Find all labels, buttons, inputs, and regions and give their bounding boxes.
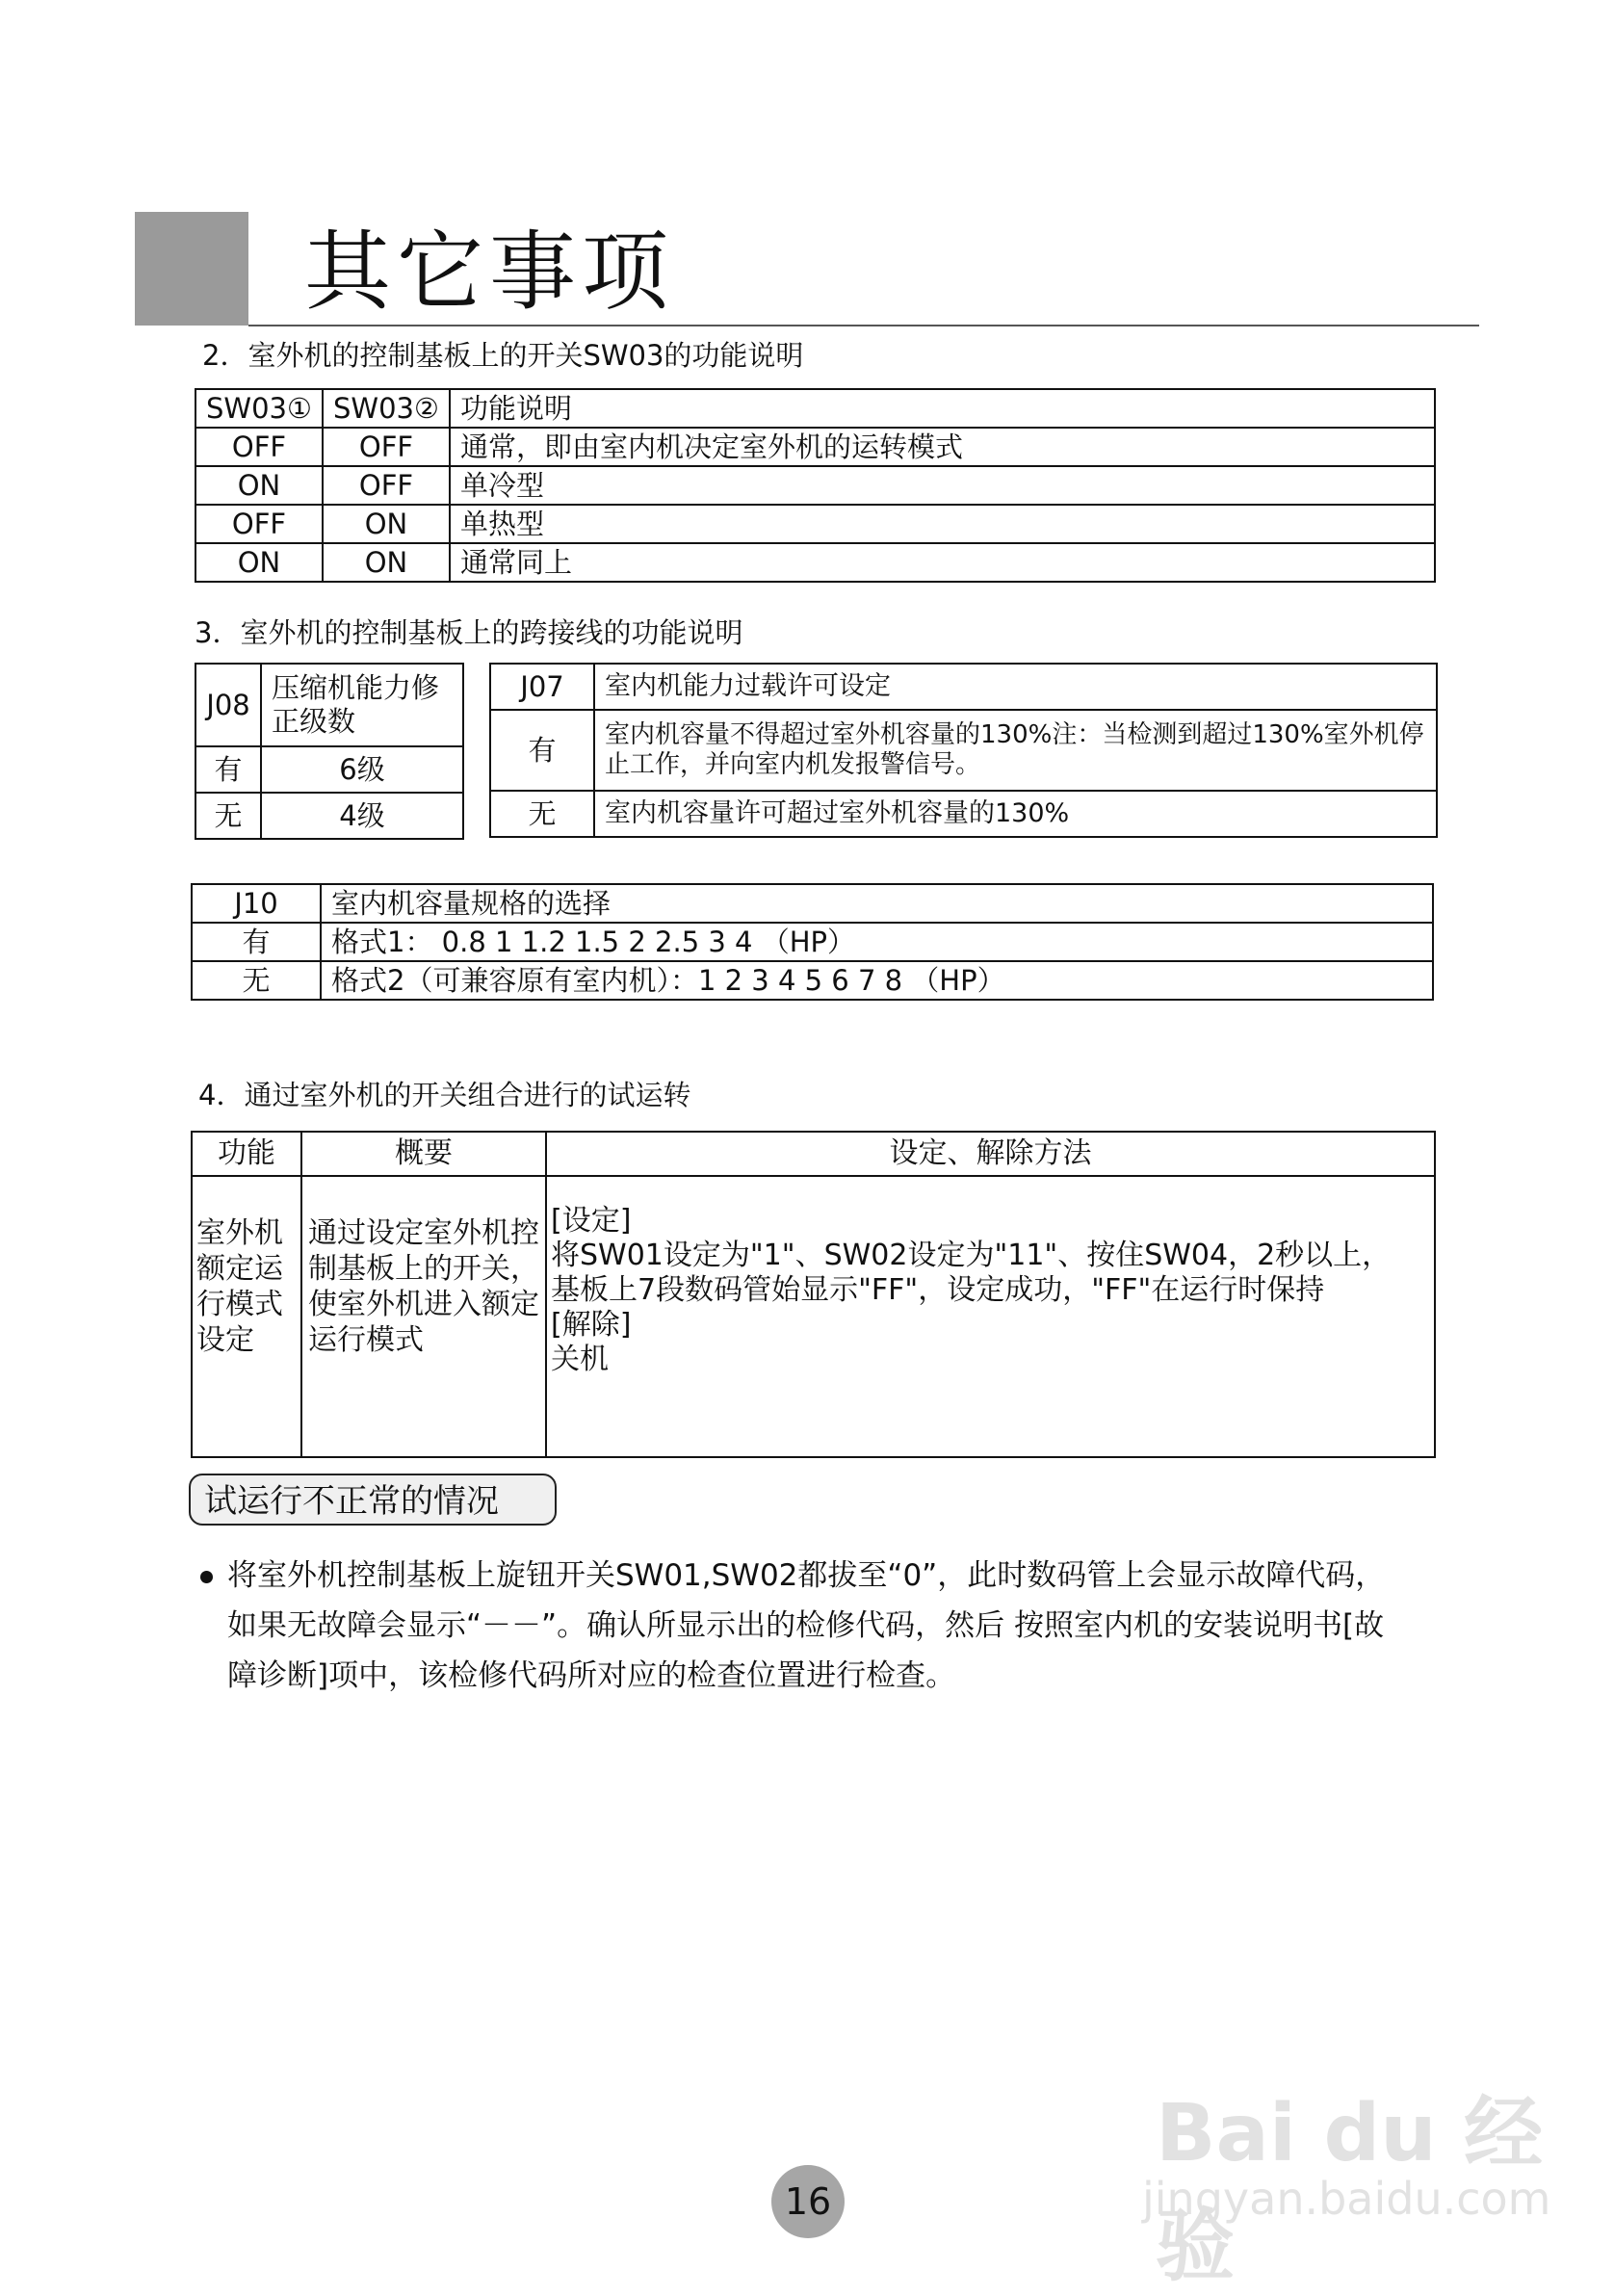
table-cell: OFF xyxy=(323,428,450,466)
table-cell: 通过设定室外机控制基板上的开关，使室外机进入额定运行模式 xyxy=(301,1176,546,1457)
table-row xyxy=(192,1132,1435,1176)
j08-table xyxy=(195,663,464,840)
j07-table xyxy=(489,663,1438,838)
table-cell: 有 xyxy=(192,923,321,961)
header-gray-block xyxy=(135,212,248,326)
bullet-dot-icon xyxy=(200,1571,213,1583)
table-cell: ON xyxy=(323,543,450,582)
table-row xyxy=(192,884,1433,923)
table-cell: J07 xyxy=(490,664,594,710)
sw03-table xyxy=(195,388,1436,583)
section3-heading: 3．室外机的控制基板上的跨接线的功能说明 xyxy=(195,616,743,649)
table-row xyxy=(490,710,1437,791)
table-row xyxy=(490,664,1437,710)
table-row xyxy=(195,746,463,793)
table-cell: ON xyxy=(195,543,323,582)
table-cell: J08 xyxy=(195,664,261,746)
table-cell: 6级 xyxy=(261,746,463,793)
table-cell: ON xyxy=(323,505,450,543)
table-cell: OFF xyxy=(323,466,450,505)
table-cell: 4级 xyxy=(261,793,463,839)
method-release: 关机 xyxy=(551,1343,609,1376)
table-header-cell: 功能 xyxy=(192,1132,301,1176)
j10-table xyxy=(191,883,1434,1001)
table-cell: 压缩机能力修正级数 xyxy=(261,664,463,746)
table-row xyxy=(195,664,463,746)
table-cell: 室内机容量规格的选择 xyxy=(321,884,1433,923)
table-cell: ON xyxy=(195,466,323,505)
table-row xyxy=(195,543,1435,582)
table-cell: 无 xyxy=(195,793,261,839)
table-row xyxy=(195,505,1435,543)
table-cell: 单冷型 xyxy=(450,466,1435,505)
title-rule xyxy=(248,325,1479,326)
trial-run-table xyxy=(191,1131,1436,1458)
table-cell: 无 xyxy=(192,961,321,1000)
method-line: 将SW01设定为"1"、SW02设定为"11"、按住SW04，2秒以上， xyxy=(551,1239,1392,1272)
table-cell: OFF xyxy=(195,428,323,466)
table-cell: 室内机能力过载许可设定 xyxy=(594,664,1437,710)
table-cell: 有 xyxy=(490,710,594,791)
table-cell: 室外机额定运行模式设定 xyxy=(192,1176,301,1457)
table-cell: 格式1： 0.8 1 1.2 1.5 2 2.5 3 4 （HP） xyxy=(321,923,1433,961)
table-row xyxy=(195,389,1435,428)
abnormal-bullet-text: 将室外机控制基板上旋钮开关SW01,SW02都拔至“0”，此时数码管上会显示故障代码，如果无故障会显示“－－”。确认所显示出的检修代码，然后 按照室内机的安装说明书[故障诊断]项中，该检修代码所对应的检查位置进行检查。 xyxy=(227,1558,1386,1693)
section2-heading: 2．室外机的控制基板上的开关SW03的功能说明 xyxy=(202,339,804,372)
method-release-label: [解除] xyxy=(551,1308,632,1342)
table-header-cell: 概要 xyxy=(301,1132,546,1176)
table-cell: 通常同上 xyxy=(450,543,1435,582)
table-row xyxy=(195,793,463,839)
table-row xyxy=(195,466,1435,505)
method-set-label: [设定] xyxy=(551,1204,632,1238)
table-row xyxy=(490,791,1437,837)
abnormal-title: 试运行不正常的情况 xyxy=(189,1474,557,1526)
table-cell: 室内机容量许可超过室外机容量的130% xyxy=(594,791,1437,837)
watermark-logo: Bai du 经验 xyxy=(1156,2088,1544,2292)
table-cell: OFF xyxy=(195,505,323,543)
section4-heading: 4．通过室外机的开关组合进行的试运转 xyxy=(198,1079,691,1111)
watermark-url: jingyan.baidu.com xyxy=(1142,2173,1551,2225)
table-header-cell: SW03① xyxy=(195,389,323,428)
table-cell: 有 xyxy=(195,746,261,793)
table-cell: 无 xyxy=(490,791,594,837)
page-title: 其它事项 xyxy=(304,222,674,323)
table-row xyxy=(192,923,1433,961)
table-cell: 室内机容量不得超过室外机容量的130%注：当检测到超过130%室外机停止工作，并向室内机发报警信号。 xyxy=(594,710,1437,791)
table-row xyxy=(195,428,1435,466)
table-cell: J10 xyxy=(192,884,321,923)
method-line: 基板上7段数码管始显示"FF"，设定成功，"FF"在运行时保持 xyxy=(551,1273,1325,1307)
table-cell: 单热型 xyxy=(450,505,1435,543)
table-row xyxy=(192,961,1433,1000)
table-row xyxy=(192,1176,1435,1457)
table-cell: 格式2（可兼容原有室内机）：1 2 3 4 5 6 7 8 （HP） xyxy=(321,961,1433,1000)
page-number: 16 xyxy=(771,2165,845,2238)
table-header-cell: SW03② xyxy=(323,389,450,428)
method-cell xyxy=(546,1176,1435,1457)
table-header-cell: 设定、解除方法 xyxy=(546,1132,1435,1176)
table-header-cell: 功能说明 xyxy=(450,389,1435,428)
table-cell: 通常，即由室内机决定室外机的运转模式 xyxy=(450,428,1435,466)
